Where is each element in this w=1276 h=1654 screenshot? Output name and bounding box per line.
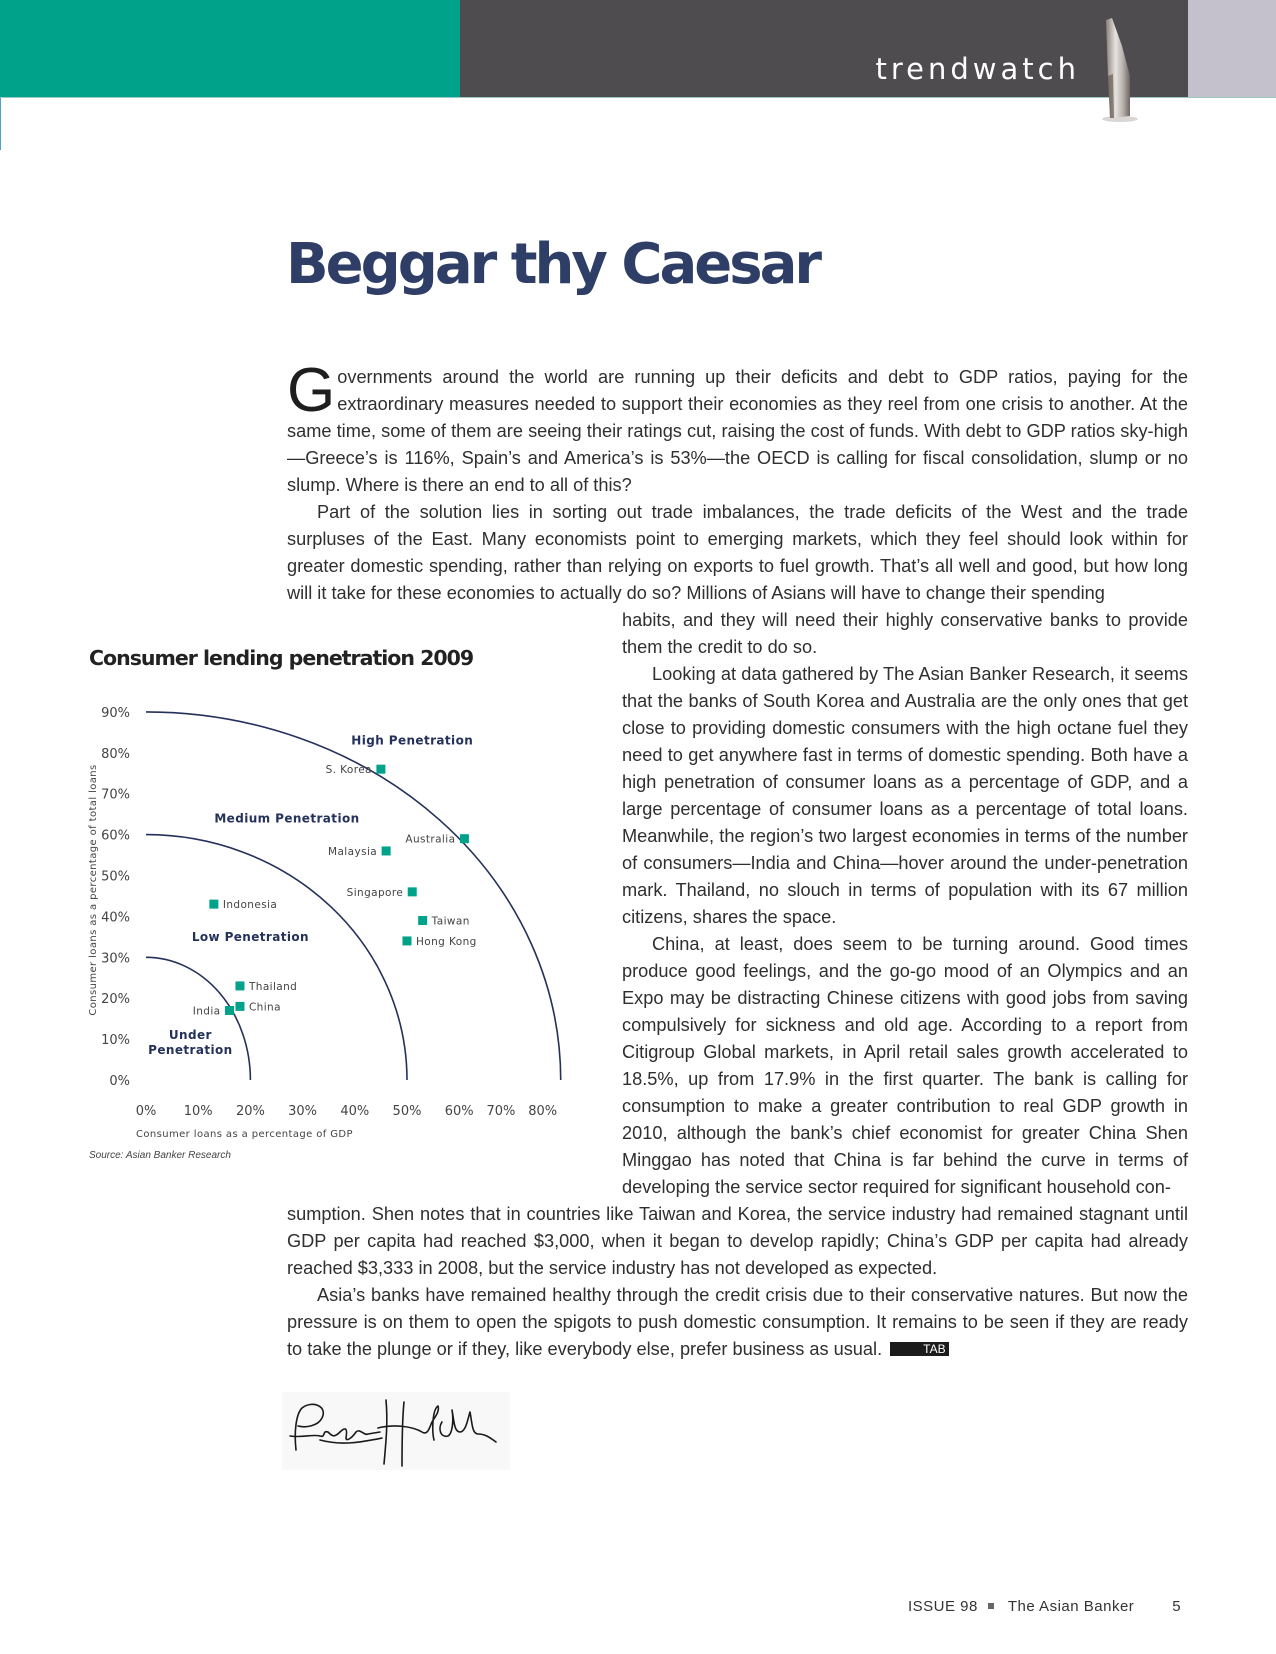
data-point-marker	[376, 765, 385, 774]
data-point-marker	[235, 1002, 244, 1011]
paragraph-2-continued: habits, and they will need their highly conservative banks to provide them the credit to do so.	[622, 610, 1188, 657]
zone-boundary-arc	[146, 957, 250, 1080]
section-label: trendwatch	[875, 52, 1080, 86]
article-body-column	[622, 607, 1188, 1201]
zone-label: Medium Penetration	[214, 811, 360, 826]
paragraph-4: China, at least, does seem to be turning around. Good times produce good feelings, and the go-go mood of an Olympics and an Expo may be distracting Chinese citizens with good jobs from saving compulsively for sickness and old age. According to a report from Citigroup Global markets, in April retail sales growth accelerated to 18.5%, up from 17.9% in the first quarter. The bank is calling for consumption to make a greater contribution to real GDP growth in 2010, although the bank’s chief economist for greater China Shen Minggao has noted that China is far behind the curve in terms of developing the service sector required for significant household con-	[622, 934, 1188, 1197]
x-tick-label: 20%	[235, 1104, 265, 1119]
paragraph-1-text: overnments around the world are running up their deficits and debt to GDP ratios, paying for the extraordinary measures needed to support their economies as they reel from one crisis to another. At the same time, some of them are seeing their ratings cut, raising the cost of funds. With debt to GDP ratios sky-high—Greece’s is 116%, Spain’s and America’s is 53%—the OECD is calling for fiscal consolidation, slump or no slump. Where is there an end to all of this?	[287, 367, 1188, 495]
zone-label: Penetration	[148, 1043, 233, 1058]
data-point-label: Indonesia	[222, 899, 278, 912]
chart-title: Consumer lending penetration 2009	[89, 646, 474, 670]
issue-number: ISSUE 98	[908, 1598, 978, 1615]
data-point-label: India	[192, 1005, 221, 1018]
x-tick-label: 50%	[392, 1104, 422, 1119]
y-tick-label: 10%	[101, 1033, 130, 1049]
article-body-top	[287, 356, 1188, 607]
drop-cap: G	[287, 356, 336, 425]
chart-source: Source: Asian Banker Research	[89, 1150, 231, 1161]
data-point-marker	[408, 887, 417, 896]
x-tick-label: 10%	[183, 1104, 213, 1119]
paragraph-2: Part of the solution lies in sorting out trade imbalances, the trade deficits of the West and the trade surpluses of the East. Many economists point to emerging markets, which they feel should look within for greater domestic spending, rather than relying on exports to fuel growth. That’s all well and good, but how long will it take for these economies to actually do so? Millions of Asians will have to change their spending	[287, 502, 1188, 603]
zone-label: Low Penetration	[191, 929, 309, 944]
header-divider	[0, 97, 1276, 98]
y-tick-label: 0%	[109, 1074, 130, 1089]
data-point-label: Hong Kong	[416, 935, 477, 948]
y-axis-label: Consumer loans as a percentage of total loans	[88, 764, 99, 1016]
data-point-marker	[382, 846, 391, 855]
paragraph-1	[287, 356, 1188, 499]
data-point-label: Singapore	[346, 886, 404, 899]
data-point-label: Thailand	[248, 980, 298, 993]
y-tick-label: 80%	[101, 746, 130, 762]
page-number: 5	[1172, 1598, 1182, 1615]
data-point-label: Australia	[405, 833, 456, 846]
zone-label: High Penetration	[351, 733, 474, 748]
y-tick-label: 60%	[101, 828, 130, 844]
x-tick-label: 80%	[528, 1104, 558, 1119]
data-point-marker	[460, 834, 469, 843]
zone-label: Under	[168, 1028, 212, 1043]
header-band-green	[0, 0, 460, 97]
data-point-marker	[235, 981, 244, 990]
data-point-label: Taiwan	[431, 915, 470, 928]
y-tick-label: 50%	[101, 869, 130, 885]
y-tick-label: 70%	[101, 787, 130, 803]
y-tick-label: 40%	[101, 910, 130, 926]
publication-name: The Asian Banker	[1007, 1598, 1135, 1615]
separator-square-icon	[988, 1603, 994, 1609]
article-body-bottom	[287, 1201, 1188, 1363]
end-badge: TAB	[890, 1342, 948, 1356]
y-tick-label: 30%	[101, 951, 130, 967]
x-tick-label: 60%	[444, 1104, 474, 1119]
trophy-icon	[1100, 16, 1140, 122]
header-band-grey	[1188, 0, 1276, 97]
x-tick-label: 70%	[486, 1104, 516, 1119]
x-axis-label: Consumer loans as a percentage of GDP	[136, 1129, 353, 1140]
data-point-marker	[403, 936, 412, 945]
data-point-marker	[418, 916, 427, 925]
signature	[282, 1392, 510, 1470]
paragraph-5	[287, 1282, 1188, 1363]
x-tick-label: 0%	[135, 1104, 157, 1119]
paragraph-5-text: Asia’s banks have remained healthy through the credit crisis due to their conservative natures. But now the pressure is on them to open the spigots to push domestic consumption. It remains to be seen if they are ready to take the plunge or if they, like everybody else, prefer business as usual.	[287, 1285, 1188, 1359]
article-title: Beggar thy Caesar	[286, 232, 819, 297]
x-tick-label: 40%	[340, 1104, 370, 1119]
data-point-marker	[209, 900, 218, 909]
paragraph-3: Looking at data gathered by The Asian Banker Research, it seems that the banks of South Korea and Australia are the only ones that get close to providing domestic consumers with the high octane fuel they need to get anywhere fast in terms of domestic spending. Both have a high penetration of consumer loans as a percentage of GDP, and a large percentage of consumer loans as a percentage of total loans. Meanwhile, the region’s two largest economies in terms of the number of consumers—India and China—hover around the under-penetration mark. Thailand, no slouch in terms of population with its 67 million citizens, shares the space.	[622, 664, 1188, 927]
data-point-label: China	[248, 1001, 281, 1014]
data-point-marker	[225, 1006, 234, 1015]
data-point-label: Malaysia	[328, 845, 378, 858]
y-tick-label: 90%	[101, 705, 130, 721]
scatter-chart	[80, 690, 580, 1160]
y-tick-label: 20%	[101, 992, 130, 1008]
x-tick-label: 30%	[288, 1104, 318, 1119]
paragraph-4-continued: sumption. Shen notes that in countries like Taiwan and Korea, the service industry had remained stagnant until GDP per capita had reached $3,000, when it began to develop rapidly; China’s GDP per capita had already reached $3,333 in 2008, but the service industry has not developed as expected.	[287, 1204, 1188, 1278]
data-point-label: S. Korea	[325, 764, 372, 777]
page-footer	[908, 1598, 1181, 1615]
page-edge-mark	[0, 98, 1, 150]
